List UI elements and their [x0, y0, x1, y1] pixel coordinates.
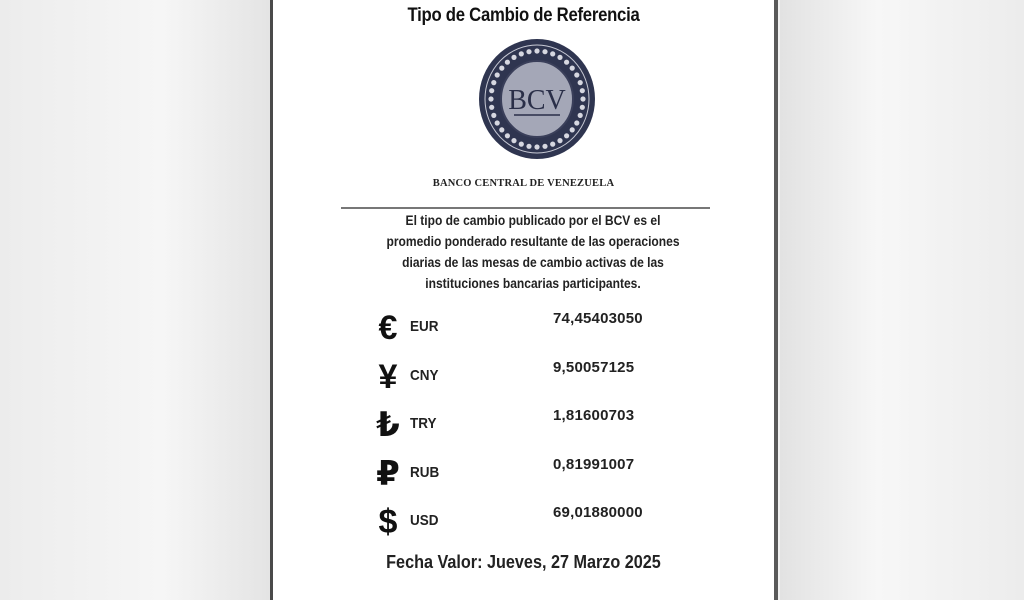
seal-ornament	[499, 127, 504, 132]
seal-ornament	[491, 113, 496, 118]
seal-ornament	[499, 66, 504, 71]
seal-ornament	[519, 142, 524, 147]
lira-icon: ₺	[376, 406, 400, 444]
rate-row-usd	[369, 502, 689, 542]
currency-code: TRY	[410, 415, 437, 432]
seal-ornament	[557, 55, 562, 60]
exchange-rate-document	[270, 0, 778, 600]
rate-value: 0,81991007	[553, 456, 635, 473]
euro-icon: €	[378, 309, 398, 347]
seal-ornament	[580, 105, 585, 110]
ruble-icon: ₽	[376, 455, 400, 493]
seal-ornament	[542, 144, 547, 149]
seal-ornament	[491, 80, 496, 85]
rate-value: 74,45403050	[553, 310, 643, 327]
rate-value: 69,01880000	[553, 504, 643, 521]
divider	[341, 207, 710, 209]
seal-ornament	[580, 88, 585, 93]
currency-code: RUB	[410, 464, 440, 481]
seal-ornament	[495, 72, 500, 77]
yuan-icon: ¥	[378, 358, 398, 396]
seal-ornament	[542, 49, 547, 54]
seal-ornament	[534, 144, 539, 149]
seal-text: BCV	[508, 85, 566, 116]
seal-ornament	[511, 138, 516, 143]
rate-value: 1,81600703	[553, 407, 635, 424]
seal-ornament	[550, 142, 555, 147]
seal-ornament	[564, 133, 569, 138]
bcv-seal-logo	[478, 38, 596, 160]
rate-row-eur	[369, 308, 689, 348]
seal-ornament	[489, 105, 494, 110]
seal-ornament	[495, 120, 500, 125]
seal-ornament	[578, 113, 583, 118]
seal-ornament	[578, 80, 583, 85]
rate-row-cny	[369, 357, 689, 397]
seal-ornament	[550, 51, 555, 56]
document-title: Tipo de Cambio de Referencia	[407, 5, 640, 26]
seal-ornament	[564, 60, 569, 65]
description-line: instituciones bancarias participantes.	[425, 275, 641, 291]
background-left	[0, 0, 270, 600]
seal-ornament	[570, 66, 575, 71]
rate-row-try	[369, 405, 689, 445]
seal-ornament	[574, 120, 579, 125]
seal-ornament	[489, 88, 494, 93]
seal-ornament	[557, 138, 562, 143]
description-line: El tipo de cambio publicado por el BCV es el	[405, 212, 661, 228]
seal-ornament	[505, 133, 510, 138]
seal-ornament	[488, 96, 493, 101]
rate-value: 9,50057125	[553, 359, 635, 376]
seal-ornament	[570, 127, 575, 132]
description-line: diarias de las mesas de cambio activas de las	[402, 254, 664, 270]
seal-ornament	[511, 55, 516, 60]
seal-ornament	[580, 96, 585, 101]
seal-ornament	[574, 72, 579, 77]
seal-ornament	[505, 60, 510, 65]
currency-code: EUR	[410, 318, 439, 335]
seal-ornament	[526, 144, 531, 149]
seal-ornament	[519, 51, 524, 56]
description	[361, 210, 705, 294]
currency-code: USD	[410, 512, 439, 529]
seal-ornament	[526, 49, 531, 54]
background-right	[780, 0, 1024, 600]
rate-row-rub	[369, 454, 689, 494]
currency-code: CNY	[410, 367, 439, 384]
description-line: promedio ponderado resultante de las operaciones	[386, 233, 680, 249]
dollar-icon: $	[378, 503, 398, 541]
bank-name: BANCO CENTRAL DE VENEZUELA	[432, 178, 615, 189]
seal-ornament	[534, 48, 539, 53]
fecha-valor: Fecha Valor: Jueves, 27 Marzo 2025	[386, 552, 661, 572]
